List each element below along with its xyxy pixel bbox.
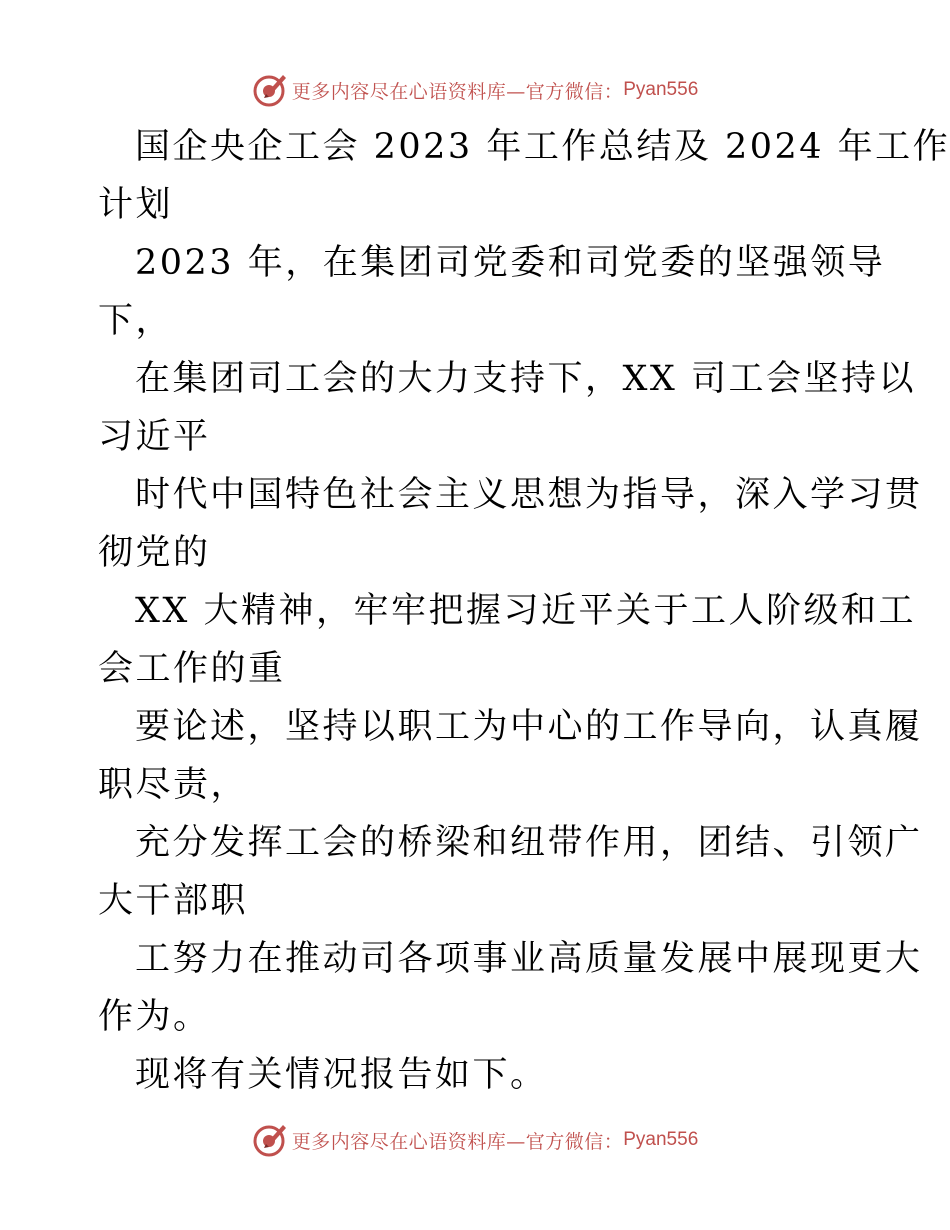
paragraph-line: 要论述，坚持以职工为中心的工作导向，认真履 <box>135 707 923 747</box>
paragraph-line: 2023 年，在集团司党委和司党委的坚强领导 <box>135 243 886 283</box>
paragraph-line: 大干部职 <box>98 881 249 921</box>
pen-logo-icon <box>252 1122 288 1158</box>
paragraph-line: 下， <box>98 301 174 341</box>
paragraph-line: 工努力在推动司各项事业高质量发展中展现更大 <box>135 939 923 979</box>
document-body <box>98 118 950 1104</box>
pen-logo-icon <box>252 72 288 108</box>
paragraph-line: 职尽责， <box>98 765 249 805</box>
paragraph-line: 彻党的 <box>98 533 211 573</box>
paragraph-line: 在集团司工会的大力支持下，XX 司工会坚持以 <box>135 359 916 399</box>
banner-text: 更多内容尽在心语资料库—官方微信： <box>291 80 624 103</box>
paragraph-line: 会工作的重 <box>98 649 286 689</box>
banner-text: 更多内容尽在心语资料库—官方微信： <box>291 1130 624 1153</box>
title-line-2: 计划 <box>98 185 174 225</box>
paragraph-line: XX 大精神，牢牢把握习近平关于工人阶级和工 <box>135 591 916 631</box>
paragraph-line: 充分发挥工会的桥梁和纽带作用，团结、引领广 <box>135 823 923 863</box>
paragraph-line: 现将有关情况报告如下。 <box>135 1055 548 1095</box>
footer-banner <box>0 1118 950 1162</box>
paragraph-line: 作为。 <box>98 997 211 1037</box>
title-line-1: 国企央企工会 2023 年工作总结及 2024 年工作 <box>135 127 950 167</box>
wechat-handle: Pyan556 <box>623 79 699 100</box>
paragraph-line: 习近平 <box>98 417 211 457</box>
header-banner <box>0 68 950 112</box>
paragraph-line: 时代中国特色社会主义思想为指导，深入学习贯 <box>135 475 923 515</box>
wechat-handle: Pyan556 <box>623 1129 699 1150</box>
